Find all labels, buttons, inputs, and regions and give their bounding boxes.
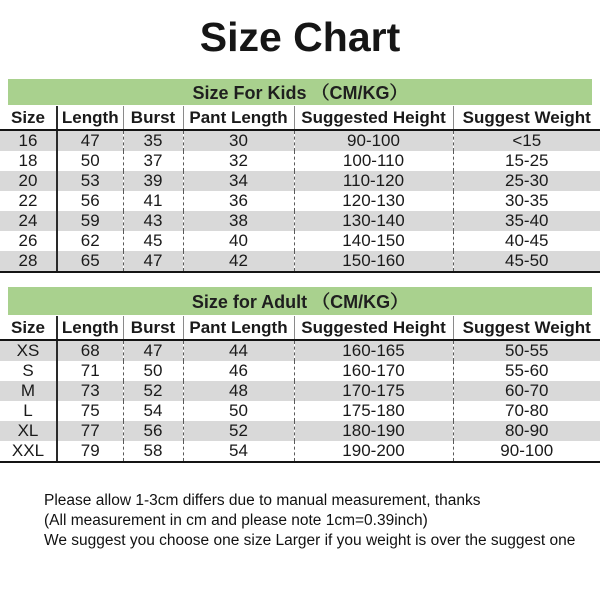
table-cell: 110-120 [294,171,453,191]
table-cell: 140-150 [294,231,453,251]
table-cell: 46 [183,361,294,381]
table-cell: 70-80 [505,401,549,421]
table-cell: 30 [183,130,294,151]
table-cell: 28 [0,251,57,272]
note-line: Please allow 1-3cm differs due to manual measurement, thanks [44,492,481,510]
table-cell: 25-30 [505,171,549,191]
column-header: Pant Length [183,316,294,340]
adult-table-body [0,340,600,462]
table-cell: XS [0,340,57,361]
table-cell: 16 [0,130,57,151]
table-cell: 50 [123,361,183,381]
table-cell: 47 [123,340,183,361]
table-cell: 50 [183,401,294,421]
table-cell: 48 [183,381,294,401]
adult-table-head [0,316,600,340]
table-cell: 77 [57,421,123,441]
table-cell: 120-130 [294,191,453,211]
table-cell: 100-110 [294,151,453,171]
table-cell: 75 [57,401,123,421]
table-cell: 62 [57,231,123,251]
table-row [0,171,600,191]
table-cell: 50-55 [505,341,549,361]
table-cell: 18 [0,151,57,171]
kids-table-body [0,130,600,272]
table-cell: 45-50 [453,251,600,272]
table-cell: 26 [0,231,57,251]
table-cell: 38 [183,211,294,231]
table-row [0,191,600,211]
table-cell: <15 [512,131,542,151]
table-cell: 40 [183,231,294,251]
column-header: Burst [123,316,183,340]
table-cell: 160-170 [294,361,453,381]
table-cell: 160-165 [294,340,453,361]
table-cell: 52 [123,381,183,401]
column-header: Burst [123,106,183,130]
table-cell: 20 [0,171,57,191]
table-cell: 54 [123,401,183,421]
table-cell: 35 [123,130,183,151]
adult-size-table [0,316,600,463]
column-header: Suggested Height [294,106,453,130]
table-cell: M [0,381,57,401]
note-line: (All measurement in cm and please note 1cm=0.39inch) [44,512,428,530]
table-cell: 45 [123,231,183,251]
table-cell: XXL [0,441,57,462]
note-line: We suggest you choose one size Larger if you weight is over the suggest one [44,532,576,550]
kids-section-title: Size For Kids （CM/KG） [192,83,408,104]
table-row [0,421,600,441]
adult-section-title: Size for Adult （CM/KG） [191,292,409,313]
kids-section-header [8,79,592,105]
table-row [0,441,600,462]
table-cell: 54 [183,441,294,462]
table-cell: 55-60 [505,361,549,381]
table-cell: 43 [123,211,183,231]
table-cell: 42 [183,251,294,272]
kids-table-head [0,106,600,130]
table-cell: 68 [57,340,123,361]
table-cell: 34 [183,171,294,191]
table-cell: 52 [183,421,294,441]
table-row [0,251,600,272]
table-cell: 41 [123,191,183,211]
column-header: Suggest Weight [453,316,600,340]
column-header: Size [0,316,57,340]
table-row [0,151,600,171]
table-cell: 30-35 [505,191,549,211]
table-cell: 180-190 [294,421,453,441]
adult-header-row [0,316,600,340]
kids-header-row [0,106,600,130]
table-cell: 50 [57,151,123,171]
table-cell: S [0,361,57,381]
table-cell: 90-100 [453,441,600,462]
table-cell: 71 [57,361,123,381]
table-cell: XL [0,421,57,441]
table-cell: 170-175 [294,381,453,401]
table-cell: L [0,401,57,421]
table-cell: 24 [0,211,57,231]
table-row [0,401,600,421]
table-row [0,231,600,251]
table-cell: 59 [57,211,123,231]
column-header: Suggested Height [294,316,453,340]
table-cell: 15-25 [505,151,549,171]
table-cell: 36 [183,191,294,211]
table-row [0,130,600,151]
table-cell: 40-45 [505,231,549,251]
table-cell: 39 [123,171,183,191]
table-cell: 130-140 [294,211,453,231]
table-row [0,340,600,361]
table-cell: 60-70 [505,381,549,401]
table-cell: 56 [123,421,183,441]
table-cell: 175-180 [294,401,453,421]
column-header: Suggest Weight [453,106,600,130]
measurement-notes [44,491,600,551]
table-cell: 56 [57,191,123,211]
column-header: Size [0,106,57,130]
adult-section-header [8,287,592,315]
page-title: Size Chart [199,14,401,60]
table-cell: 80-90 [505,421,549,441]
table-row [0,361,600,381]
table-cell: 47 [123,251,183,272]
table-cell: 35-40 [505,211,549,231]
table-cell: 44 [183,340,294,361]
column-header: Length [57,316,123,340]
table-cell: 73 [57,381,123,401]
column-header: Pant Length [183,106,294,130]
table-cell: 47 [57,130,123,151]
table-cell: 37 [123,151,183,171]
column-header: Length [57,106,123,130]
table-cell: 65 [57,251,123,272]
table-cell: 90-100 [294,130,453,151]
table-cell: 32 [183,151,294,171]
table-cell: 22 [0,191,57,211]
table-cell: 150-160 [294,251,453,272]
table-cell: 79 [57,441,123,462]
table-cell: 190-200 [294,441,453,462]
table-row [0,381,600,401]
table-row [0,211,600,231]
kids-size-table [0,106,600,273]
table-cell: 58 [123,441,183,462]
table-cell: 53 [57,171,123,191]
